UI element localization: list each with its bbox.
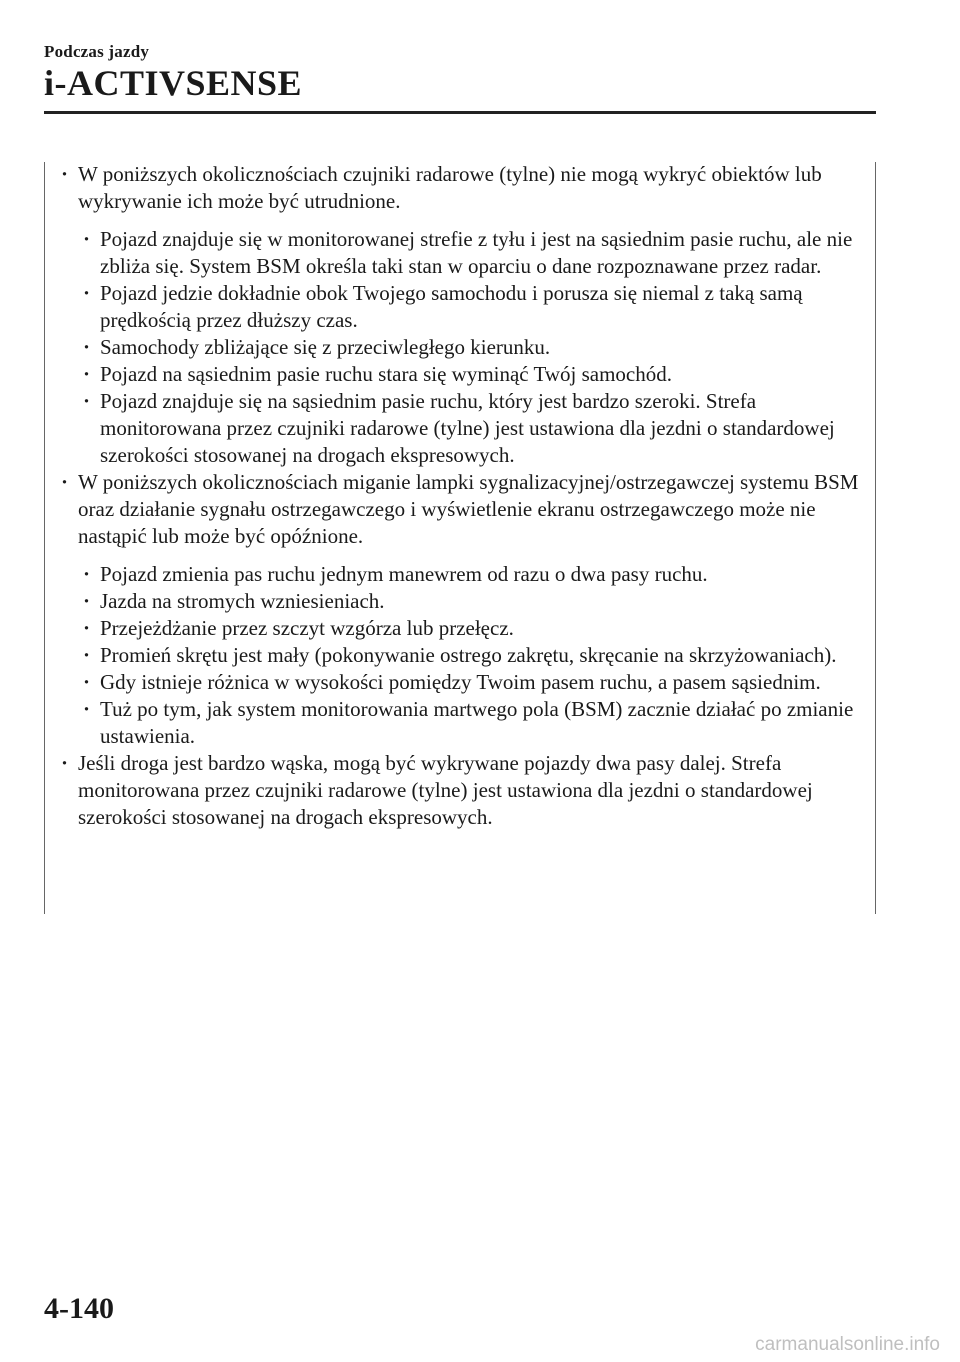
list-item: · Samochody zbliżające się z przeciwległego kierunku. — [82, 334, 860, 361]
bullet-narrow-road: · Jeśli droga jest bardzo wąska, mogą być wykrywane pojazdy dwa pasy dalej. Strefa monitorowana przez czujniki radarowe (tylne) jest ustawiona dla jezdni o standardowej szerokości stosowanej na drogach ekspresowych. — [60, 750, 860, 831]
header-rule — [44, 111, 876, 114]
list-item: · Pojazd znajduje się w monitorowanej strefie z tyłu i jest na sąsiednim pasie ruchu, ale nie zbliża się. System BSM określa taki stan w oparciu o dane rozpoznawane przez radar. — [82, 226, 860, 280]
bullet-warning-delay: · W poniższych okolicznościach miganie lampki sygnalizacyjnej/ostrzegawczej systemu BSM oraz działanie sygnału ostrzegawczego i wyświetlenie ekranu ostrzegawczego może nie nastąpić lub może być opóźnione. — [60, 469, 860, 550]
list-item: · Jazda na stromych wzniesieniach. — [82, 588, 860, 615]
list-item: · Promień skrętu jest mały (pokonywanie ostrego zakrętu, skręcanie na skrzyżowaniach). — [82, 642, 860, 669]
list-item: · Pojazd zmienia pas ruchu jednym manewrem od razu o dwa pasy ruchu. — [82, 561, 860, 588]
content — [60, 161, 860, 831]
list-item: · Pojazd jedzie dokładnie obok Twojego samochodu i porusza się niemal z taką samą prędkością przez dłuższy czas. — [82, 280, 860, 334]
watermark: carmanualsonline.info — [755, 1334, 940, 1355]
list-item: · Pojazd na sąsiednim pasie ruchu stara się wyminąć Twój samochód. — [82, 361, 860, 388]
list-item: · Pojazd znajduje się na sąsiednim pasie ruchu, który jest bardzo szeroki. Strefa monitorowana przez czujniki radarowe (tylne) jest ustawiona dla jezdni o standardowej szerokości stosowanej na drogach ekspresowych. — [82, 388, 860, 469]
left-margin-line — [44, 162, 45, 914]
list-item: · Tuż po tym, jak system monitorowania martwego pola (BSM) zacznie działać po zmianie ustawienia. — [82, 696, 860, 750]
bullet-radar-limits: · W poniższych okolicznościach czujniki radarowe (tylne) nie mogą wykryć obiektów lub wykrywanie ich może być utrudnione. — [60, 161, 860, 215]
list-item: · Przejeżdżanie przez szczyt wzgórza lub przełęcz. — [82, 615, 860, 642]
right-margin-line — [875, 162, 876, 914]
page-number: 4-140 — [44, 1292, 114, 1325]
sublist-radar-limits — [60, 226, 860, 469]
sublist-warning-delay — [60, 561, 860, 750]
page-title: i-ACTIVSENSE — [44, 63, 303, 103]
section-label: Podczas jazdy — [44, 42, 150, 61]
list-item: · Gdy istnieje różnica w wysokości pomiędzy Twoim pasem ruchu, a pasem sąsiednim. — [82, 669, 860, 696]
